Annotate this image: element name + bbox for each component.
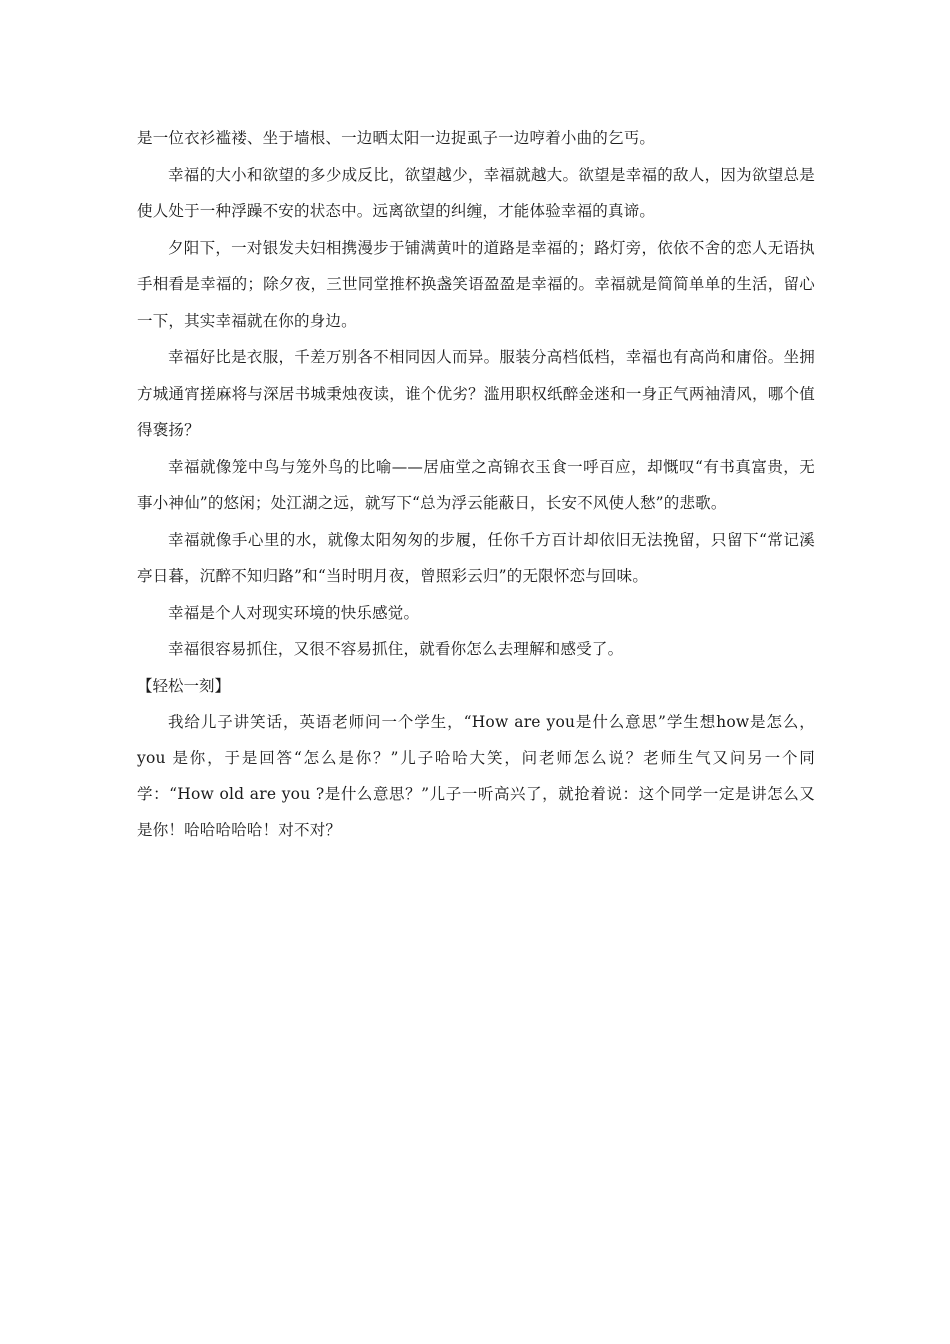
section-heading: 【轻松一刻】	[137, 676, 231, 695]
paragraph: 幸福就像笼中鸟与笼外鸟的比喻——居庙堂之高锦衣玉食一呼百应，却慨叹“有书真富贵，无事小神仙”的悠闲；处江湖之远，就写下“总为浮云能蔽日，长安不风使人愁”的悲歌。	[137, 457, 815, 512]
paragraph: 幸福是个人对现实环境的快乐感觉。	[168, 603, 420, 622]
paragraph: 幸福的大小和欲望的多少成反比，欲望越少，幸福就越大。欲望是幸福的敌人，因为欲望总是使人处于一种浮躁不安的状态中。远离欲望的纠缠，才能体验幸福的真谛。	[137, 165, 815, 220]
paragraph: 幸福很容易抓住，又很不容易抓住，就看你怎么去理解和感受了。	[168, 640, 624, 658]
joke-paragraph: 我给儿子讲笑话，英语老师问一个学生，“How are you是什么意思”学生想how是怎么，you 是你，于是回答“怎么是你？”儿子哈哈大笑，问老师怎么说？老师生气又问另一个同学：“How old are you ?是什么意思？”儿子一听高兴了，就抢着说：这个同学一定是讲怎么又是你！哈哈哈哈哈！对不对？	[137, 713, 815, 839]
paragraph: 幸福好比是衣服，千差万别各不相同因人而异。服装分高档低档，幸福也有高尚和庸俗。坐拥方城通宵搓麻将与深居书城秉烛夜读，谁个优劣？滥用职权纸醉金迷和一身正气两袖清风，哪个值得褒扬？	[137, 348, 815, 439]
paragraph: 夕阳下，一对银发夫妇相携漫步于铺满黄叶的道路是幸福的；路灯旁，依依不舍的恋人无语执手相看是幸福的；除夕夜，三世同堂推杯换盏笑语盈盈是幸福的。幸福就是简简单单的生活，留心一下，其实幸福就在你的身边。	[137, 238, 815, 330]
paragraph: 是一位衣衫褴褛、坐于墙根、一边晒太阳一边捉虱子一边哼着小曲的乞丐。	[137, 129, 656, 147]
paragraph: 幸福就像手心里的水，就像太阳匆匆的步履，任你千方百计却依旧无法挽留，只留下“常记溪亭日暮，沉醉不知归路”和“当时明月夜，曾照彩云归”的无限怀恋与回味。	[137, 530, 815, 585]
document-page	[137, 120, 815, 848]
